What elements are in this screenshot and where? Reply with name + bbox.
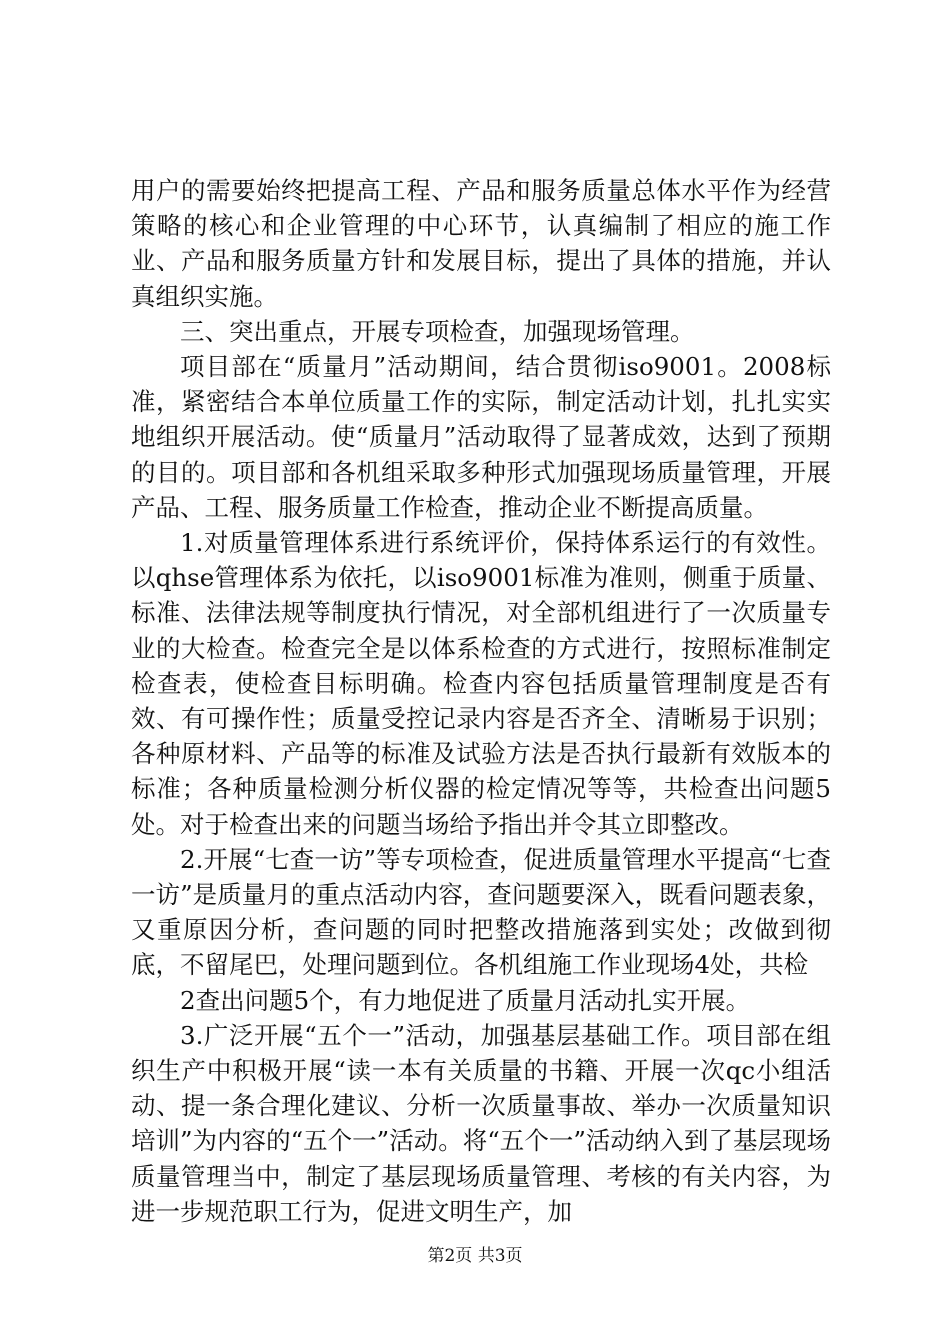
paragraph: 项目部在“质量月”活动期间，结合贯彻iso9001。2008标准，紧密结合本单位质量工作的实际，制定活动计划，扎扎实实地组织开展活动。使“质量月”活动取得了显著成效，达到了预期的目的。项目部和各机组采取多种形式加强现场质量管理，开展产品、工程、服务质量工作检查，推动企业不断提高质量。 <box>131 352 831 522</box>
paragraph: 2查出问题5个，有力地促进了质量月活动扎实开展。 <box>180 985 751 1015</box>
section-heading: 三、突出重点，开展专项检查，加强现场管理。 <box>180 316 695 346</box>
paragraph: 2.开展“七查一访”等专项检查，促进质量管理水平提高“七查一访”是质量月的重点活动内容，查问题要深入，既看问题表象，又重原因分析，查问题的同时把整改措施落到实处；改做到彻底，不留尾巴，处理问题到位。各机组施工作业现场4处，共检 <box>131 844 831 980</box>
paragraph: 1.对质量管理体系进行系统评价，保持体系运行的有效性。以qhse管理体系为依托，以iso9001标准为准则，侧重于质量、标准、法律法规等制度执行情况，对全部机组进行了一次质量专业的大检查。检查完全是以体系检查的方式进行，按照标准制定检查表，使检查目标明确。检查内容包括质量管理制度是否有效、有可操作性；质量受控记录内容是否齐全、清晰易于识别；各种原材料、产品等的标准及试验方法是否执行最新有效版本的标准；各种质量检测分析仪器的检定情况等等，共检查出问题5处。对于检查出来的问题当场给予指出并令其立即整改。 <box>131 528 831 839</box>
document-body <box>131 173 831 1229</box>
paragraph: 3.广泛开展“五个一”活动，加强基层基础工作。项目部在组织生产中积极开展“读一本有关质量的书籍、开展一次qc小组活动、提一条合理化建议、分析一次质量事故、举办一次质量知识培训”为内容的“五个一”活动。将“五个一”活动纳入到了基层现场质量管理当中，制定了基层现场质量管理、考核的有关内容，为进一步规范职工行为，促进文明生产，加 <box>131 1020 831 1226</box>
paragraph-continuation: 用户的需要始终把提高工程、产品和服务质量总体水平作为经营策略的核心和企业管理的中心环节，认真编制了相应的施工作业、产品和服务质量方针和发展目标，提出了具体的措施，并认真组织实施。 <box>131 176 831 311</box>
page-footer: 第2页 共3页 <box>427 1246 523 1266</box>
